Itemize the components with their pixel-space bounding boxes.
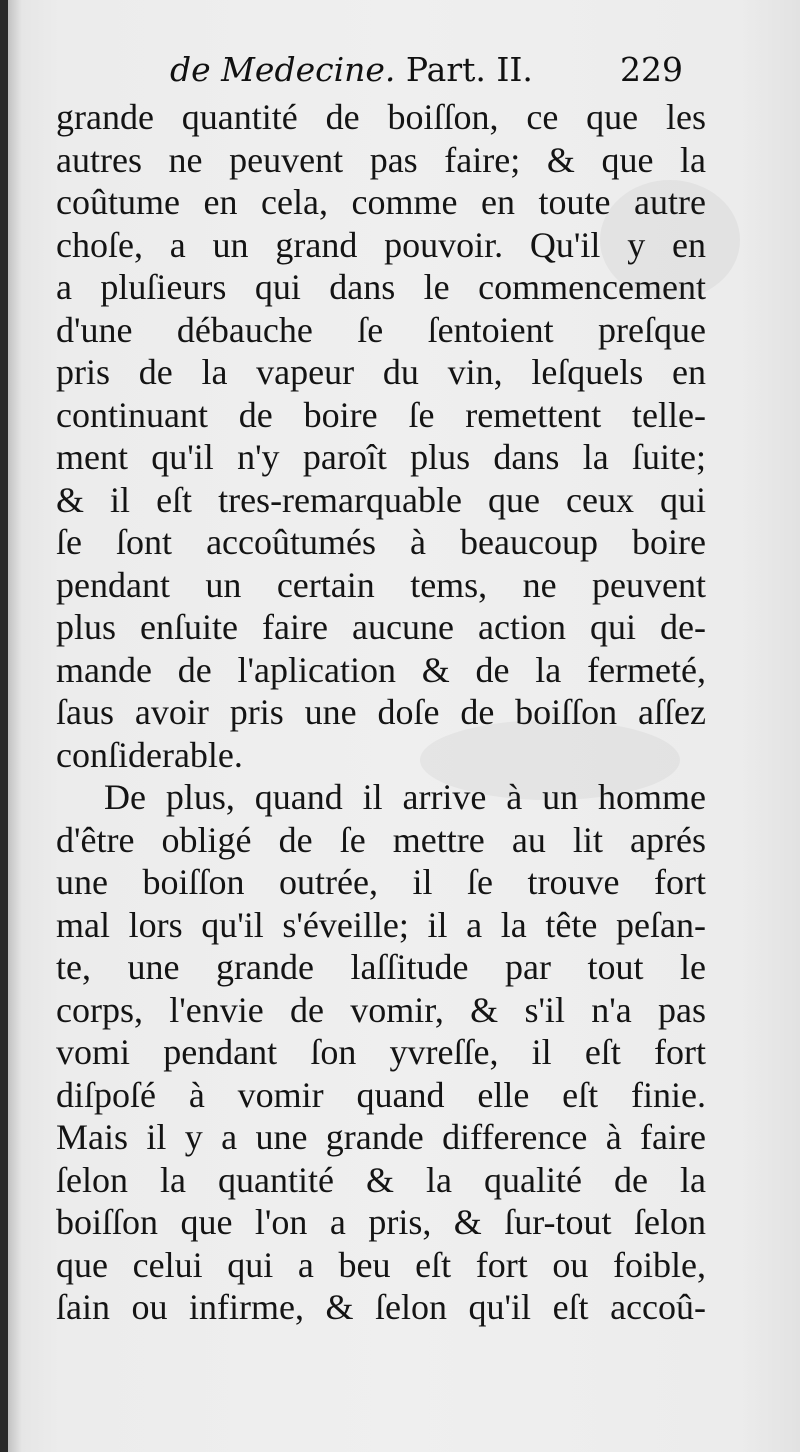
page-spine-shadow — [0, 0, 8, 1452]
text-line: ſelon la quantité & la qualité de la — [56, 1159, 706, 1200]
text-line: d'être obligé de ſe mettre au lit aprés — [56, 819, 706, 860]
text-line: mal lors qu'il s'éveille; il a la tête peſan- — [56, 904, 706, 945]
text-line: Mais il y a une grande difference à faire — [56, 1117, 706, 1157]
text-line: pris de la vapeur du vin, leſquels en — [56, 352, 706, 392]
text-line: plus enſuite faire aucune action qui de- — [56, 607, 706, 647]
text-line: a pluſieurs qui dans le commencement — [56, 267, 706, 307]
text-line: grande quantité de boiſſon, ce que les — [56, 97, 706, 137]
text-line: une boiſſon outrée, il ſe trouve fort — [56, 862, 706, 902]
text-line: ſain ou infirme, & ſelon qu'il eſt accoû- — [56, 1287, 706, 1327]
text-line: ment qu'il n'y paroît plus dans la ſuite; — [56, 437, 706, 477]
text-line: choſe, a un grand pouvoir. Qu'il y en — [56, 224, 706, 265]
text-line: ſaus avoir pris une doſe de boiſſon aſſez — [56, 692, 706, 732]
text-line: boiſſon que l'on a pris, & ſur-tout ſelon — [56, 1202, 706, 1242]
page-header — [170, 50, 690, 100]
paragraph-end-line: conſiderable. — [56, 734, 243, 775]
text-line: & il eſt tres-remarquable que ceux qui — [56, 479, 706, 520]
text-line: coûtume en cela, comme en toute autre — [56, 182, 706, 222]
running-head — [170, 50, 533, 89]
text-line: d'une débauche ſe ſentoient preſque — [56, 309, 706, 350]
paragraph-first-line: De plus, quand il arrive à un homme — [104, 777, 706, 817]
text-line: te, une grande laſſitude par tout le — [56, 947, 706, 987]
text-line: ſe ſont accoûtumés à beaucoup boire — [56, 522, 706, 562]
text-line: pendant un certain tems, ne peuvent — [56, 564, 706, 605]
text-line: mande de l'aplication & de la fermeté, — [56, 649, 706, 690]
running-head-part: Part. II. — [395, 50, 533, 89]
text-line: que celui qui a beu eſt fort ou foible, — [56, 1244, 706, 1285]
text-line: vomi pendant ſon yvreſſe, il eſt fort — [56, 1032, 706, 1072]
text-line: diſpoſé à vomir quand elle eſt finie. — [56, 1074, 706, 1115]
body-text — [56, 96, 706, 1329]
text-line: corps, l'envie de vomir, & s'il n'a pas — [56, 989, 706, 1030]
text-line: continuant de boire ſe remettent telle- — [56, 394, 706, 435]
page-number: 229 — [620, 50, 683, 89]
running-head-title: de Medecine. — [170, 50, 396, 89]
text-line: autres ne peuvent pas faire; & que la — [56, 139, 706, 180]
